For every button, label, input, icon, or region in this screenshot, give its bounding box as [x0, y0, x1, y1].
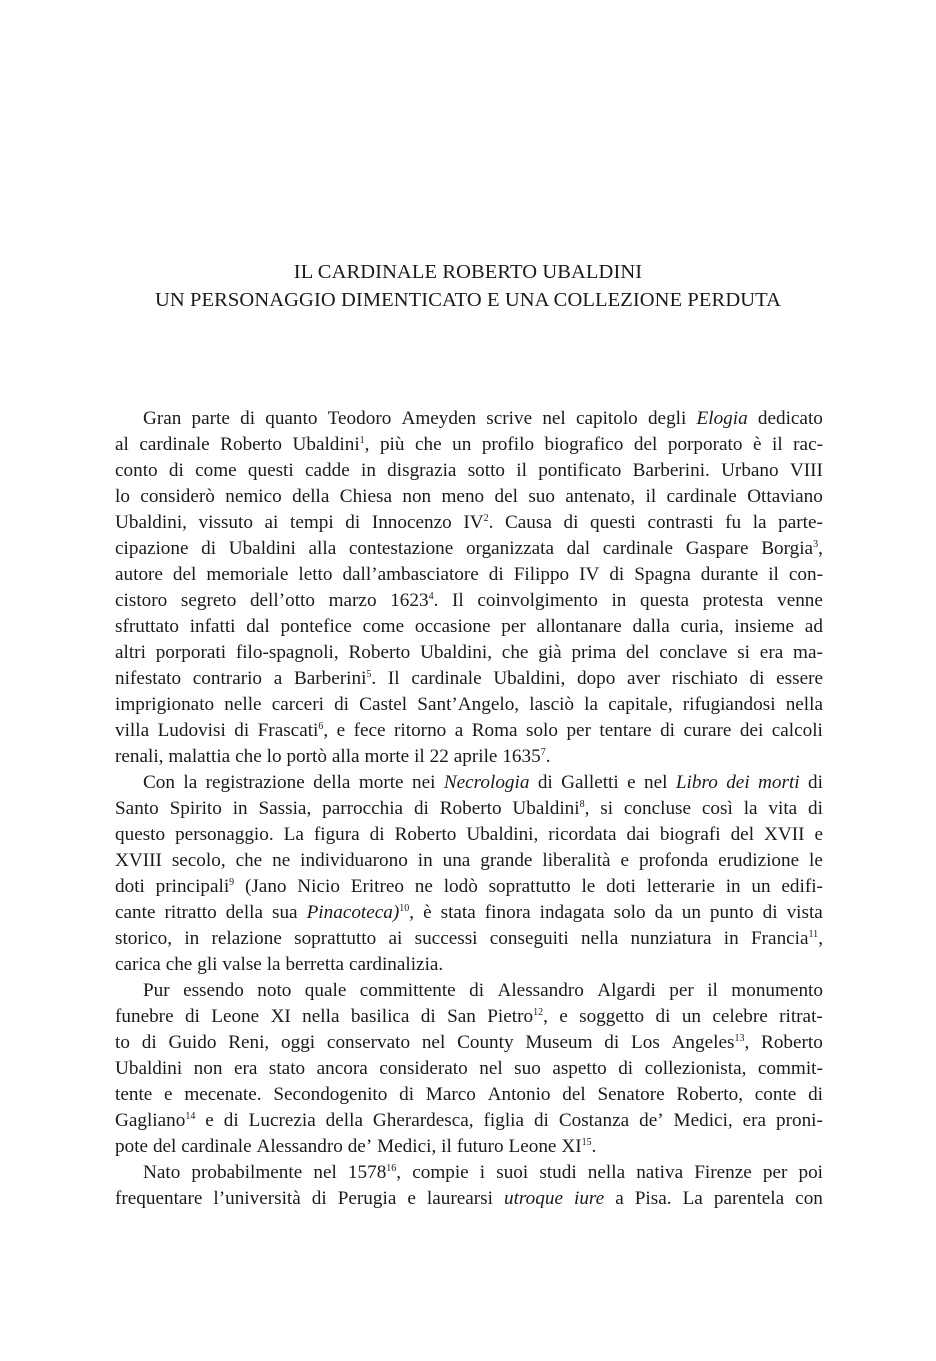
- text-line: cipazione di Ubaldini alla contestazione organizzata dal cardinale Gaspare Borgia$^3$,: [115, 538, 823, 559]
- title-line-2: UN PERSONAGGIO DIMENTICATO E UNA COLLEZIONE PERDUTA: [154, 289, 782, 311]
- text-line: conto di come questi cadde in disgrazia sotto il pontificato Barberini. Urbano VIII: [115, 460, 823, 481]
- text-line: cante ritratto della sua Pinacoteca)$^{10}$, è stata finora indagata solo da un punto di vista: [115, 902, 823, 923]
- text-line: storico, in relazione soprattutto ai successi conseguiti nella nunziatura in Francia$^{11}$,: [115, 928, 823, 949]
- text-line: Santo Spirito in Sassia, parrocchia di Roberto Ubaldini$^8$, si concluse così la vita di: [115, 798, 823, 819]
- text-line: Ubaldini, vissuto ai tempi di Innocenzo $IV^2$. Causa di questi contrasti fu la parte-: [115, 512, 823, 533]
- text-line: funebre di Leone XI nella basilica di San Pietro$^{12}$, e soggetto di un celebre ritrat-: [115, 1006, 823, 1027]
- text-line: Gagliano$^{14}$ e di Lucrezia della Gherardesca, figlia di Costanza de’ Medici, era proni-: [115, 1110, 823, 1131]
- chapter-title: [0, 258, 936, 314]
- body-text: [115, 406, 823, 1212]
- text-line: altri porporati filo-spagnoli, Roberto Ubaldini, che già prima del conclave si era ma-: [115, 642, 823, 663]
- text-line: questo personaggio. La figura di Roberto Ubaldini, ricordata dai biografi del XVII e: [115, 824, 823, 845]
- text-line: Ubaldini non era stato ancora considerato nel suo aspetto di collezionista, commit-: [115, 1058, 823, 1079]
- text-line: Con la registrazione della morte nei Necrologia di Galletti e nel Libro dei morti di: [143, 772, 823, 793]
- title-line-1: IL CARDINALE ROBERTO UBALDINI: [293, 261, 643, 283]
- text-line: cistoro segreto dell’otto marzo 1623$^4$. Il coinvolgimento in questa protesta venne: [115, 590, 823, 611]
- text-line: lo considerò nemico della Chiesa non meno del suo antenato, il cardinale Ottaviano: [115, 486, 823, 507]
- text-line: doti principali$^9$ (Jano Nicio Eritreo ne lodò soprattutto le doti letterarie in un edifi-: [115, 876, 823, 897]
- text-line: al cardinale Roberto Ubaldini$^1$, più che un profilo biografico del porporato è il rac-: [115, 434, 823, 455]
- text-line: pote del cardinale Alessandro de’ Medici, il futuro Leone XI$^{15}$.: [115, 1136, 597, 1157]
- text-line: to di Guido Reni, oggi conservato nel County Museum di Los Angeles$^{13}$, Roberto: [115, 1032, 823, 1053]
- text-line: sfruttato infatti dal pontefice come occasione per allontanare dalla curia, insieme ad: [115, 616, 823, 637]
- text-line: Pur essendo noto quale committente di Alessandro Algardi per il monumento: [143, 980, 823, 1001]
- text-line: frequentare l’università di Perugia e laurearsi utroque iure a Pisa. La parentela con: [115, 1188, 823, 1209]
- text-line: Gran parte di quanto Teodoro Ameyden scrive nel capitolo degli Elogia dedicato: [143, 408, 823, 429]
- text-line: autore del memoriale letto dall’ambasciatore di Filippo IV di Spagna durante il con-: [115, 564, 823, 585]
- text-line: Nato probabilmente nel 1578$^{16}$, compie i suoi studi nella nativa Firenze per poi: [143, 1162, 823, 1183]
- text-line: imprigionato nelle carceri di Castel Sant’Angelo, lasciò la capitale, rifugiandosi nella: [115, 694, 823, 715]
- text-line: tente e mecenate. Secondogenito di Marco Antonio del Senatore Roberto, conte di: [115, 1084, 823, 1105]
- text-line: nifestato contrario a Barberini$^5$. Il cardinale Ubaldini, dopo aver rischiato di essere: [115, 668, 823, 689]
- text-line: XVIII secolo, che ne individuarono in una grande liberalità e profonda erudizione le: [115, 850, 823, 871]
- text-line: renali, malattia che lo portò alla morte il 22 aprile 1635$^7$.: [115, 746, 551, 767]
- text-line: villa Ludovisi di Frascati$^6$, e fece ritorno a Roma solo per tentare di curare dei calcoli: [115, 720, 823, 741]
- text-line: carica che gli valse la berretta cardinalizia.: [115, 954, 444, 975]
